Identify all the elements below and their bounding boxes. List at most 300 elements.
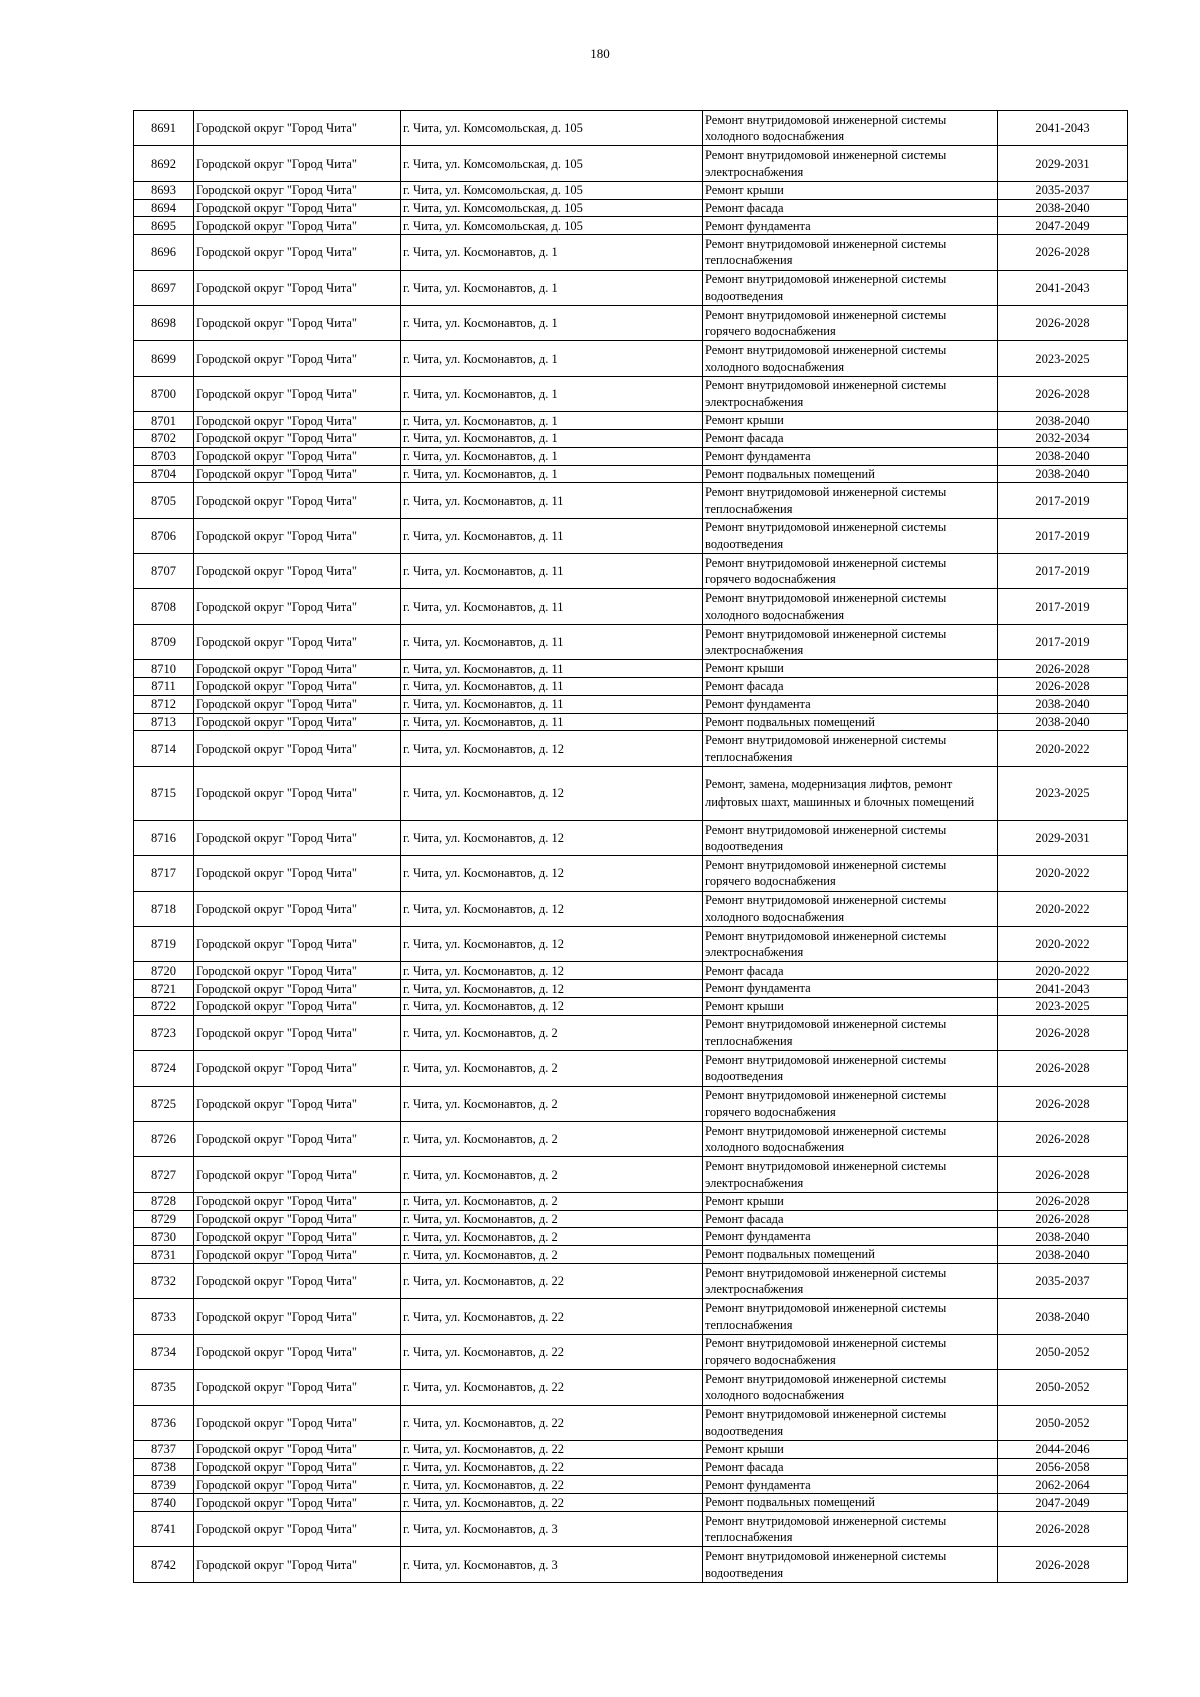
row-number: 8707 (134, 554, 194, 589)
row-number: 8692 (134, 146, 194, 181)
address-cell: г. Чита, ул. Космонавтов, д. 2 (401, 1210, 703, 1228)
period-cell: 2050-2052 (998, 1405, 1128, 1440)
row-number: 8737 (134, 1440, 194, 1458)
row-number: 8735 (134, 1370, 194, 1405)
work-type-cell: Ремонт подвальных помещений (703, 713, 998, 731)
address-cell: г. Чита, ул. Космонавтов, д. 12 (401, 998, 703, 1016)
address-cell: г. Чита, ул. Космонавтов, д. 2 (401, 1192, 703, 1210)
municipality-cell: Городской округ "Город Чита" (194, 1228, 401, 1246)
period-cell: 2023-2025 (998, 766, 1128, 820)
address-cell: г. Чита, ул. Космонавтов, д. 11 (401, 660, 703, 678)
municipality-cell: Городской округ "Город Чита" (194, 1263, 401, 1298)
work-type-cell: Ремонт внутридомовой инженерной системы холодного водоснабжения (703, 341, 998, 376)
municipality-cell: Городской округ "Город Чита" (194, 1440, 401, 1458)
row-number: 8710 (134, 660, 194, 678)
period-cell: 2038-2040 (998, 1228, 1128, 1246)
period-cell: 2020-2022 (998, 856, 1128, 891)
table-row (134, 376, 1128, 411)
address-cell: г. Чита, ул. Космонавтов, д. 2 (401, 1121, 703, 1156)
table-row (134, 1051, 1128, 1086)
address-cell: г. Чита, ул. Космонавтов, д. 2 (401, 1015, 703, 1050)
municipality-cell: Городской округ "Город Чита" (194, 376, 401, 411)
municipality-cell: Городской округ "Город Чита" (194, 1210, 401, 1228)
row-number: 8739 (134, 1476, 194, 1494)
row-number: 8738 (134, 1458, 194, 1476)
address-cell: г. Чита, ул. Космонавтов, д. 3 (401, 1547, 703, 1582)
row-number: 8713 (134, 713, 194, 731)
period-cell: 2062-2064 (998, 1476, 1128, 1494)
period-cell: 2026-2028 (998, 1512, 1128, 1547)
address-cell: г. Чита, ул. Космонавтов, д. 22 (401, 1458, 703, 1476)
period-cell: 2047-2049 (998, 217, 1128, 235)
period-cell: 2029-2031 (998, 820, 1128, 855)
page-number: 180 (590, 46, 610, 61)
municipality-cell: Городской округ "Город Чита" (194, 305, 401, 340)
period-cell: 2035-2037 (998, 1263, 1128, 1298)
period-cell: 2044-2046 (998, 1440, 1128, 1458)
work-type-cell: Ремонт фасада (703, 1210, 998, 1228)
address-cell: г. Чита, ул. Космонавтов, д. 22 (401, 1370, 703, 1405)
row-number: 8698 (134, 305, 194, 340)
row-number: 8732 (134, 1263, 194, 1298)
period-cell: 2026-2028 (998, 1547, 1128, 1582)
work-type-cell: Ремонт внутридомовой инженерной системы водоотведения (703, 820, 998, 855)
table-row (134, 1246, 1128, 1264)
row-number: 8722 (134, 998, 194, 1016)
period-cell: 2038-2040 (998, 199, 1128, 217)
row-number: 8736 (134, 1405, 194, 1440)
municipality-cell: Городской округ "Город Чита" (194, 1121, 401, 1156)
table-row (134, 305, 1128, 340)
row-number: 8706 (134, 518, 194, 553)
row-number: 8696 (134, 235, 194, 270)
table-row (134, 820, 1128, 855)
work-type-cell: Ремонт внутридомовой инженерной системы водоотведения (703, 1405, 998, 1440)
work-type-cell: Ремонт внутридомовой инженерной системы теплоснабжения (703, 731, 998, 766)
period-cell: 2026-2028 (998, 660, 1128, 678)
work-type-cell: Ремонт внутридомовой инженерной системы теплоснабжения (703, 1299, 998, 1334)
work-type-cell: Ремонт внутридомовой инженерной системы теплоснабжения (703, 235, 998, 270)
address-cell: г. Чита, ул. Космонавтов, д. 11 (401, 713, 703, 731)
period-cell: 2026-2028 (998, 1051, 1128, 1086)
work-type-cell: Ремонт фундамента (703, 447, 998, 465)
address-cell: г. Чита, ул. Космонавтов, д. 1 (401, 376, 703, 411)
table-row (134, 181, 1128, 199)
municipality-cell: Городской округ "Город Чита" (194, 695, 401, 713)
table-row (134, 962, 1128, 980)
row-number: 8697 (134, 270, 194, 305)
period-cell: 2038-2040 (998, 412, 1128, 430)
address-cell: г. Чита, ул. Космонавтов, д. 11 (401, 678, 703, 696)
period-cell: 2050-2052 (998, 1334, 1128, 1369)
work-type-cell: Ремонт фасада (703, 429, 998, 447)
municipality-cell: Городской округ "Город Чита" (194, 341, 401, 376)
municipality-cell: Городской округ "Город Чита" (194, 962, 401, 980)
row-number: 8720 (134, 962, 194, 980)
period-cell: 2035-2037 (998, 181, 1128, 199)
municipality-cell: Городской округ "Город Чита" (194, 465, 401, 483)
work-type-cell: Ремонт крыши (703, 1192, 998, 1210)
period-cell: 2026-2028 (998, 1210, 1128, 1228)
table-row (134, 235, 1128, 270)
municipality-cell: Городской округ "Город Чита" (194, 766, 401, 820)
row-number: 8695 (134, 217, 194, 235)
municipality-cell: Городской округ "Город Чита" (194, 820, 401, 855)
address-cell: г. Чита, ул. Комсомольская, д. 105 (401, 181, 703, 199)
work-type-cell: Ремонт подвальных помещений (703, 1494, 998, 1512)
row-number: 8742 (134, 1547, 194, 1582)
period-cell: 2050-2052 (998, 1370, 1128, 1405)
period-cell: 2032-2034 (998, 429, 1128, 447)
table-row (134, 465, 1128, 483)
period-cell: 2038-2040 (998, 1299, 1128, 1334)
municipality-cell: Городской округ "Город Чита" (194, 217, 401, 235)
row-number: 8734 (134, 1334, 194, 1369)
table-row (134, 1458, 1128, 1476)
address-cell: г. Чита, ул. Космонавтов, д. 22 (401, 1299, 703, 1334)
work-type-cell: Ремонт внутридомовой инженерной системы электроснабжения (703, 1263, 998, 1298)
municipality-cell: Городской округ "Город Чита" (194, 1370, 401, 1405)
period-cell: 2047-2049 (998, 1494, 1128, 1512)
municipality-cell: Городской округ "Город Чита" (194, 731, 401, 766)
row-number: 8730 (134, 1228, 194, 1246)
address-cell: г. Чита, ул. Космонавтов, д. 12 (401, 927, 703, 962)
address-cell: г. Чита, ул. Космонавтов, д. 1 (401, 270, 703, 305)
address-cell: г. Чита, ул. Космонавтов, д. 1 (401, 465, 703, 483)
work-type-cell: Ремонт внутридомовой инженерной системы водоотведения (703, 518, 998, 553)
work-type-cell: Ремонт внутридомовой инженерной системы теплоснабжения (703, 483, 998, 518)
period-cell: 2020-2022 (998, 731, 1128, 766)
table-row (134, 695, 1128, 713)
municipality-cell: Городской округ "Город Чита" (194, 1246, 401, 1264)
period-cell: 2026-2028 (998, 305, 1128, 340)
table-row (134, 412, 1128, 430)
municipality-cell: Городской округ "Город Чита" (194, 235, 401, 270)
address-cell: г. Чита, ул. Космонавтов, д. 12 (401, 731, 703, 766)
row-number: 8733 (134, 1299, 194, 1334)
row-number: 8693 (134, 181, 194, 199)
row-number: 8728 (134, 1192, 194, 1210)
municipality-cell: Городской округ "Город Чита" (194, 429, 401, 447)
row-number: 8711 (134, 678, 194, 696)
municipality-cell: Городской округ "Город Чита" (194, 111, 401, 146)
table-row (134, 1121, 1128, 1156)
row-number: 8715 (134, 766, 194, 820)
municipality-cell: Городской округ "Город Чита" (194, 447, 401, 465)
period-cell: 2026-2028 (998, 1157, 1128, 1192)
table-row (134, 199, 1128, 217)
address-cell: г. Чита, ул. Космонавтов, д. 12 (401, 980, 703, 998)
address-cell: г. Чита, ул. Космонавтов, д. 11 (401, 554, 703, 589)
municipality-cell: Городской округ "Город Чита" (194, 1157, 401, 1192)
table-row (134, 483, 1128, 518)
work-type-cell: Ремонт внутридомовой инженерной системы холодного водоснабжения (703, 1121, 998, 1156)
row-number: 8726 (134, 1121, 194, 1156)
table-row (134, 1370, 1128, 1405)
row-number: 8709 (134, 624, 194, 659)
table-row (134, 1210, 1128, 1228)
work-type-cell: Ремонт внутридомовой инженерной системы холодного водоснабжения (703, 1370, 998, 1405)
period-cell: 2026-2028 (998, 1015, 1128, 1050)
work-type-cell: Ремонт внутридомовой инженерной системы водоотведения (703, 1547, 998, 1582)
work-type-cell: Ремонт внутридомовой инженерной системы горячего водоснабжения (703, 554, 998, 589)
municipality-cell: Городской округ "Город Чита" (194, 1512, 401, 1547)
municipality-cell: Городской округ "Город Чита" (194, 998, 401, 1016)
row-number: 8708 (134, 589, 194, 624)
work-type-cell: Ремонт фасада (703, 199, 998, 217)
table-row (134, 1476, 1128, 1494)
municipality-cell: Городской округ "Город Чита" (194, 1015, 401, 1050)
address-cell: г. Чита, ул. Космонавтов, д. 1 (401, 305, 703, 340)
period-cell: 2017-2019 (998, 589, 1128, 624)
table-row (134, 678, 1128, 696)
period-cell: 2020-2022 (998, 962, 1128, 980)
row-number: 8716 (134, 820, 194, 855)
address-cell: г. Чита, ул. Космонавтов, д. 1 (401, 412, 703, 430)
address-cell: г. Чита, ул. Космонавтов, д. 11 (401, 695, 703, 713)
address-cell: г. Чита, ул. Космонавтов, д. 2 (401, 1051, 703, 1086)
municipality-cell: Городской округ "Город Чита" (194, 1494, 401, 1512)
municipality-cell: Городской округ "Город Чита" (194, 146, 401, 181)
address-cell: г. Чита, ул. Космонавтов, д. 22 (401, 1405, 703, 1440)
address-cell: г. Чита, ул. Космонавтов, д. 11 (401, 624, 703, 659)
address-cell: г. Чита, ул. Космонавтов, д. 12 (401, 856, 703, 891)
work-type-cell: Ремонт внутридомовой инженерной системы горячего водоснабжения (703, 1334, 998, 1369)
table-row (134, 589, 1128, 624)
period-cell: 2020-2022 (998, 927, 1128, 962)
work-type-cell: Ремонт внутридомовой инженерной системы электроснабжения (703, 1157, 998, 1192)
address-cell: г. Чита, ул. Космонавтов, д. 11 (401, 589, 703, 624)
municipality-cell: Городской округ "Город Чита" (194, 980, 401, 998)
address-cell: г. Чита, ул. Космонавтов, д. 1 (401, 235, 703, 270)
work-type-cell: Ремонт внутридомовой инженерной системы водоотведения (703, 270, 998, 305)
work-type-cell: Ремонт внутридомовой инженерной системы холодного водоснабжения (703, 589, 998, 624)
row-number: 8719 (134, 927, 194, 962)
table-row (134, 1263, 1128, 1298)
municipality-cell: Городской округ "Город Чита" (194, 927, 401, 962)
period-cell: 2023-2025 (998, 998, 1128, 1016)
table-row (134, 1440, 1128, 1458)
work-type-cell: Ремонт фундамента (703, 1228, 998, 1246)
address-cell: г. Чита, ул. Космонавтов, д. 22 (401, 1494, 703, 1512)
table-row (134, 270, 1128, 305)
table-row (134, 1157, 1128, 1192)
address-cell: г. Чита, ул. Космонавтов, д. 1 (401, 447, 703, 465)
period-cell: 2026-2028 (998, 1192, 1128, 1210)
row-number: 8705 (134, 483, 194, 518)
address-cell: г. Чита, ул. Космонавтов, д. 22 (401, 1334, 703, 1369)
table-row (134, 447, 1128, 465)
table-row (134, 624, 1128, 659)
table-row (134, 146, 1128, 181)
row-number: 8725 (134, 1086, 194, 1121)
address-cell: г. Чита, ул. Космонавтов, д. 11 (401, 518, 703, 553)
municipality-cell: Городской округ "Город Чита" (194, 1405, 401, 1440)
municipality-cell: Городской округ "Город Чита" (194, 1299, 401, 1334)
period-cell: 2017-2019 (998, 554, 1128, 589)
work-type-cell: Ремонт крыши (703, 181, 998, 199)
period-cell: 2038-2040 (998, 447, 1128, 465)
row-number: 8701 (134, 412, 194, 430)
table-row (134, 660, 1128, 678)
table-row (134, 217, 1128, 235)
municipality-cell: Городской округ "Город Чита" (194, 891, 401, 926)
municipality-cell: Городской округ "Город Чита" (194, 713, 401, 731)
municipality-cell: Городской округ "Город Чита" (194, 1086, 401, 1121)
table-row (134, 766, 1128, 820)
work-type-cell: Ремонт фасада (703, 962, 998, 980)
work-type-cell: Ремонт фасада (703, 678, 998, 696)
repair-schedule-table (133, 110, 1128, 1583)
municipality-cell: Городской округ "Город Чита" (194, 678, 401, 696)
work-type-cell: Ремонт внутридомовой инженерной системы электроснабжения (703, 376, 998, 411)
row-number: 8723 (134, 1015, 194, 1050)
period-cell: 2026-2028 (998, 1121, 1128, 1156)
municipality-cell: Городской округ "Город Чита" (194, 1458, 401, 1476)
address-cell: г. Чита, ул. Космонавтов, д. 12 (401, 820, 703, 855)
table-row (134, 713, 1128, 731)
table-row (134, 1494, 1128, 1512)
address-cell: г. Чита, ул. Космонавтов, д. 11 (401, 483, 703, 518)
address-cell: г. Чита, ул. Комсомольская, д. 105 (401, 217, 703, 235)
row-number: 8718 (134, 891, 194, 926)
row-number: 8700 (134, 376, 194, 411)
period-cell: 2041-2043 (998, 980, 1128, 998)
work-type-cell: Ремонт крыши (703, 1440, 998, 1458)
work-type-cell: Ремонт крыши (703, 998, 998, 1016)
table-row (134, 1405, 1128, 1440)
row-number: 8702 (134, 429, 194, 447)
period-cell: 2041-2043 (998, 111, 1128, 146)
work-type-cell: Ремонт внутридомовой инженерной системы холодного водоснабжения (703, 111, 998, 146)
address-cell: г. Чита, ул. Космонавтов, д. 2 (401, 1086, 703, 1121)
table-row (134, 856, 1128, 891)
work-type-cell: Ремонт фундамента (703, 1476, 998, 1494)
period-cell: 2038-2040 (998, 1246, 1128, 1264)
work-type-cell: Ремонт внутридомовой инженерной системы теплоснабжения (703, 1512, 998, 1547)
table-row (134, 1015, 1128, 1050)
row-number: 8731 (134, 1246, 194, 1264)
work-type-cell: Ремонт подвальных помещений (703, 465, 998, 483)
row-number: 8714 (134, 731, 194, 766)
municipality-cell: Городской округ "Город Чита" (194, 1476, 401, 1494)
work-type-cell: Ремонт фундамента (703, 695, 998, 713)
work-type-cell: Ремонт, замена, модернизация лифтов, ремонт лифтовых шахт, машинных и блочных помещений (703, 766, 998, 820)
address-cell: г. Чита, ул. Космонавтов, д. 1 (401, 341, 703, 376)
table-row (134, 554, 1128, 589)
address-cell: г. Чита, ул. Космонавтов, д. 12 (401, 766, 703, 820)
address-cell: г. Чита, ул. Космонавтов, д. 12 (401, 962, 703, 980)
row-number: 8721 (134, 980, 194, 998)
work-type-cell: Ремонт внутридомовой инженерной системы горячего водоснабжения (703, 1086, 998, 1121)
work-type-cell: Ремонт фасада (703, 1458, 998, 1476)
municipality-cell: Городской округ "Город Чита" (194, 181, 401, 199)
period-cell: 2041-2043 (998, 270, 1128, 305)
municipality-cell: Городской округ "Город Чита" (194, 518, 401, 553)
period-cell: 2017-2019 (998, 483, 1128, 518)
table-row (134, 998, 1128, 1016)
municipality-cell: Городской округ "Город Чита" (194, 624, 401, 659)
work-type-cell: Ремонт подвальных помещений (703, 1246, 998, 1264)
work-type-cell: Ремонт крыши (703, 660, 998, 678)
municipality-cell: Городской округ "Город Чита" (194, 412, 401, 430)
work-type-cell: Ремонт внутридомовой инженерной системы водоотведения (703, 1051, 998, 1086)
address-cell: г. Чита, ул. Космонавтов, д. 1 (401, 429, 703, 447)
municipality-cell: Городской округ "Город Чита" (194, 1547, 401, 1582)
row-number: 8691 (134, 111, 194, 146)
period-cell: 2026-2028 (998, 1086, 1128, 1121)
address-cell: г. Чита, ул. Комсомольская, д. 105 (401, 199, 703, 217)
table-row (134, 1086, 1128, 1121)
municipality-cell: Городской округ "Город Чита" (194, 1192, 401, 1210)
table-row (134, 731, 1128, 766)
period-cell: 2056-2058 (998, 1458, 1128, 1476)
table-row (134, 980, 1128, 998)
table-row (134, 1228, 1128, 1246)
table-row (134, 1299, 1128, 1334)
table-row (134, 1334, 1128, 1369)
period-cell: 2029-2031 (998, 146, 1128, 181)
row-number: 8727 (134, 1157, 194, 1192)
municipality-cell: Городской округ "Город Чита" (194, 1051, 401, 1086)
work-type-cell: Ремонт внутридомовой инженерной системы электроснабжения (703, 146, 998, 181)
address-cell: г. Чита, ул. Космонавтов, д. 3 (401, 1512, 703, 1547)
row-number: 8694 (134, 199, 194, 217)
work-type-cell: Ремонт внутридомовой инженерной системы горячего водоснабжения (703, 856, 998, 891)
row-number: 8703 (134, 447, 194, 465)
table-row (134, 1512, 1128, 1547)
period-cell: 2017-2019 (998, 518, 1128, 553)
address-cell: г. Чита, ул. Комсомольская, д. 105 (401, 146, 703, 181)
row-number: 8741 (134, 1512, 194, 1547)
period-cell: 2038-2040 (998, 695, 1128, 713)
table-row (134, 341, 1128, 376)
table-row (134, 111, 1128, 146)
address-cell: г. Чита, ул. Комсомольская, д. 105 (401, 111, 703, 146)
row-number: 8740 (134, 1494, 194, 1512)
row-number: 8729 (134, 1210, 194, 1228)
address-cell: г. Чита, ул. Космонавтов, д. 12 (401, 891, 703, 926)
municipality-cell: Городской округ "Город Чита" (194, 1334, 401, 1369)
period-cell: 2026-2028 (998, 376, 1128, 411)
work-type-cell: Ремонт внутридомовой инженерной системы электроснабжения (703, 927, 998, 962)
table-row (134, 891, 1128, 926)
work-type-cell: Ремонт фундамента (703, 217, 998, 235)
period-cell: 2023-2025 (998, 341, 1128, 376)
work-type-cell: Ремонт крыши (703, 412, 998, 430)
municipality-cell: Городской округ "Город Чита" (194, 199, 401, 217)
table-row (134, 518, 1128, 553)
address-cell: г. Чита, ул. Космонавтов, д. 2 (401, 1228, 703, 1246)
table-body (134, 111, 1128, 1583)
table-row (134, 1547, 1128, 1582)
row-number: 8712 (134, 695, 194, 713)
period-cell: 2038-2040 (998, 713, 1128, 731)
work-type-cell: Ремонт внутридомовой инженерной системы холодного водоснабжения (703, 891, 998, 926)
period-cell: 2026-2028 (998, 235, 1128, 270)
row-number: 8724 (134, 1051, 194, 1086)
address-cell: г. Чита, ул. Космонавтов, д. 22 (401, 1476, 703, 1494)
address-cell: г. Чита, ул. Космонавтов, д. 2 (401, 1246, 703, 1264)
address-cell: г. Чита, ул. Космонавтов, д. 22 (401, 1440, 703, 1458)
period-cell: 2038-2040 (998, 465, 1128, 483)
table-row (134, 429, 1128, 447)
work-type-cell: Ремонт внутридомовой инженерной системы электроснабжения (703, 624, 998, 659)
table-row (134, 927, 1128, 962)
period-cell: 2020-2022 (998, 891, 1128, 926)
work-type-cell: Ремонт внутридомовой инженерной системы теплоснабжения (703, 1015, 998, 1050)
period-cell: 2026-2028 (998, 678, 1128, 696)
